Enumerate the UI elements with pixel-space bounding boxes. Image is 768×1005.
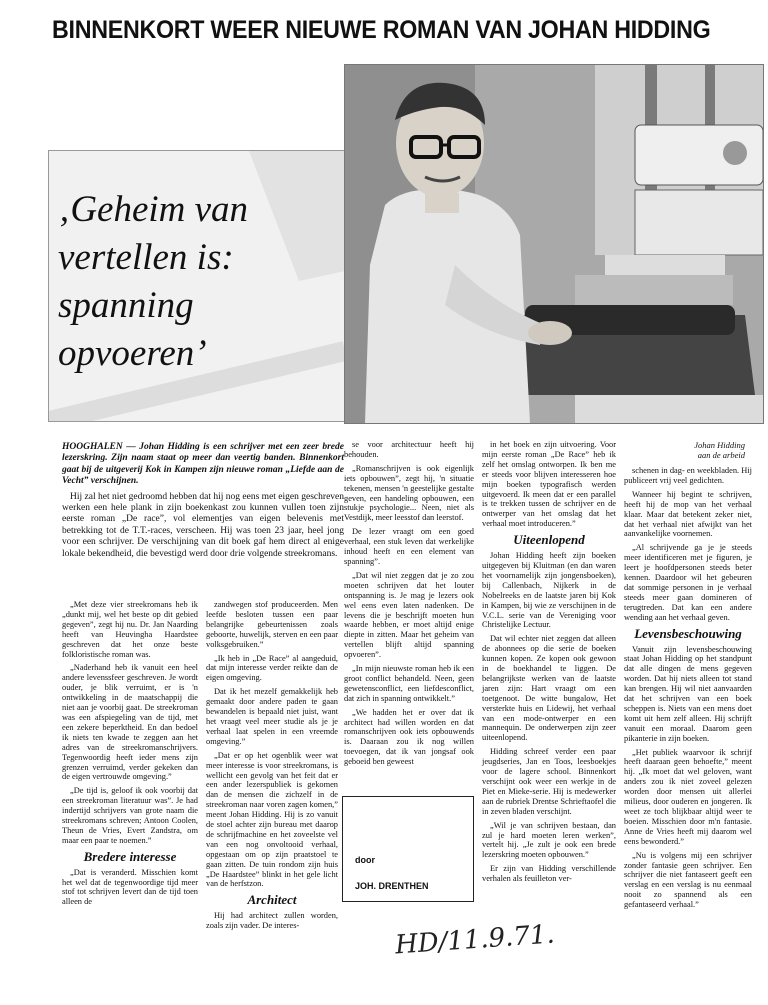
paragraph: De lezer vraagt om een goed verhaal, een stuk leven dat werkelijke inhoud heeft en een element van spanning”.: [344, 527, 474, 566]
author-photo: [344, 64, 764, 424]
paragraph: „Dat wil niet zeggen dat je zo zou moeten schrijven dat het louter ontspanning is. Je mag je lezers ook wel eens even laten nadenken. De levens die je beschrijft moeten hun waarde hebben, er moet altijd enige diepte in zitten. Maar het geheim van vertellen blijft altijd spanning opvoeren”.: [344, 570, 474, 660]
article-intro: [62, 442, 344, 564]
paragraph: Vanuit zijn levensbeschouwing staat Johan Hidding op het standpunt dat alle dingen de mens gegeven worden. Dat hij niets alleen tot stand kan brengen. Hij wil niet aanvaarden dat het schrijven van een boek scheppen is. Niets van een mens doet komt uit hem zelf alleen. Hij schrijft vanuit een moraal. Daarom geen pikanterie in zijn boeken.: [624, 644, 752, 743]
paragraph: Hidding schreef verder een paar jeugdseries, Jan en Toos, leesboekjes voor de lagere school. Binnenkort verschijnt ook weer een werkje in de Piet en Mieke-serie. Hij is medewerker aan de rubriek Drentse Schrieftaofel die in zeven bladen verschijnt.: [482, 747, 616, 816]
photo-caption: Johan Hidding aan de arbeid: [694, 440, 745, 460]
headline: BINNENKORT WEER NIEUWE ROMAN VAN JOHAN HIDDING: [52, 16, 711, 44]
subheading: Levensbeschouwing: [634, 625, 742, 641]
paragraph: Johan Hidding heeft zijn boeken uitgegeven bij Kluitman (en dan waren het voornamelijk zijn jongensboeken), bij Callenbach, Nijkerk in de Nobelreeks en de laatste jaren bij Kok in Kampen, bij wie ze verschijnen in de V.C.L. serie van de Vereniging voor Christelijke Lectuur.: [482, 551, 616, 630]
column-4: [482, 440, 616, 888]
photo-illustration: [345, 65, 763, 423]
byline-label: door: [355, 855, 375, 865]
subheading: Architect: [247, 892, 297, 908]
column-1: [62, 600, 198, 911]
paragraph: „De tijd is, geloof ik ook voorbij dat een streekroman literatuur was”. Je had indertijd schrijvers van grote naam die streekromans schreven; Antoon Coolen, Theun de Vries, Evert Zandstra, om maar een paar te noemen.”: [62, 786, 198, 845]
paragraph: Wanneer hij begint te schrijven, heeft hij de mop van het verhaal klaar. Maar dat betekent zeker niet, dat het verhaal niet afwijkt van het aanvankelijke voornemen.: [624, 489, 752, 539]
paragraph: „Romanschrijven is ook eigenlijk iets opbouwen”, zegt hij, 'n situatie tekenen, mensen 'n geestelijke gestalte geven, een handeling opbouwen, een stukje psychologie... Neen, niet als Vestdijk, meer leesstof dan leerstof.: [344, 463, 474, 523]
column-5: [624, 466, 752, 914]
paragraph: „Dat is veranderd. Misschien komt het wel dat de tegenwoordige tijd meer stof tot schrijven levert dan de tijd toen alleen de: [62, 867, 198, 907]
paragraph: schenen in dag- en weekbladen. Hij publiceert vrij veel gedichten.: [624, 466, 752, 485]
paragraph: in het boek en zijn uitvoering. Voor mijn eerste roman „De Race” heb ik zelf het omslag ontworpen. Ik ben me er steeds voor blijven interesseren hoe mijn boeken typografisch werden uitgevoerd. Ik meen dat er een parallel is te trekken tussen de schrijver en de ontwerper van het omslag dat het verhaal moet introduceren.”: [482, 440, 616, 529]
paragraph: „Ik heb in „De Race” al aangeduid, dat mijn interesse verder reikte dan de eigen omgeving.: [206, 653, 338, 683]
paragraph: Er zijn van Hidding verschillende verhalen als feuilleton ver-: [482, 864, 616, 884]
paragraph: „In mijn nieuwste roman heb ik een groot conflict behandeld. Neen, geen gewetensconflict, een liefdesconflict, dat zich in spanning ontwikkelt.”: [344, 664, 474, 703]
paragraph: „Al schrijvende ga je je steeds meer identificeren met je figuren, je leert je hoofdpersonen steeds beter kennen. Daardoor wil het gebeuren dat sommige personen in je verhaal steeds meer gaan domineren of terugtreden. Dat kan een andere wending aan het verhaal geven.: [624, 543, 752, 622]
paragraph: „Naderhand heb ik vanuit een heel andere levenssfeer geschreven. Je wordt ouder, je blik verruimt, er is 'n ontwikkeling in de maatschappij die niet aan je voorbij gaat. De streekroman was een afspiegeling van de tijd, met een zekere beperktheid. En dan bedoel ik niets ten kwade te zeggen aan het adres van de streekromanschrijvers. Tegenwoordig heeft ieder mens zijn grenzen verruimd, verder gekeken dan de eigen vertrouwde omgeving.”: [62, 663, 198, 782]
handwritten-date: HD/11.9.71.: [394, 919, 556, 961]
paragraph: se voor architectuur heeft hij behouden.: [344, 440, 474, 459]
paragraph: „Wil je van schrijven bestaan, dan zul je hard moeten leren werken”, vertelt hij. „Je zult je ook een brede lezerskring moeten opbouwen.”: [482, 820, 616, 860]
paragraph: „Met deze vier streekromans heb ik „dunkt mij, wel het beste op dit gebied gegeven”, zegt hij nu. Dr. Jan Naarding heeft van Heuvingha Haardstee geschreven dat het onze beste folkloristische roman was.: [62, 600, 198, 659]
paragraph: „Nu is volgens mij een schrijver zonder fantasie geen schrijver. Een schrijver die niet fantaseert geeft een verslag en een verslag is nu eenmaal nooit zo spannend als een gefantaseerd verhaal.”: [624, 850, 752, 910]
column-3: [344, 440, 474, 771]
paragraph: „Het publiek waarvoor ik schrijf heeft daaraan geen behoefte,” meent hij. „Ik moet dat wel geloven, want anders zou ik niet zoveel gelezen worden door mensen uit allerlei milieus, door ouderen en jongeren. Ik weet ze toch blijkbaar altijd weer te boeien. Misschien door m'n fantasie. Anne de Vries heeft mij daarom wel eens bewonderd.”: [624, 747, 752, 846]
subheading: Uiteenlopend: [513, 532, 585, 548]
intro-body: Hij zal het niet gedroomd hebben dat hij nog eens met eigen geschreven werken een hele plank in zijn boekenkast zou kunnen vullen toen zijn eerste roman „De race”, vol elementjes van eigen belevenis met betrekking tot de T.T.-races, verscheen. Hij was toen 23 jaar, heel jong voor een schrijver. De verschijning van dit boek gaf hem direct al enige lokale bekendheid, die bevestigd werd door drie volgende streekromans.: [62, 491, 344, 559]
paragraph: zandwegen stof produceerden. Men leefde besloten tussen een paar belangrijke gebeurtenissen zoals geboorte, huwelijk, sterven en een paar volksgebruiken.”: [206, 600, 338, 649]
byline-author: JOH. DRENTHEN: [355, 881, 429, 891]
paragraph: „Dat er op het ogenblik weer wat meer interesse is voor streekromans, is wellicht een gevolg van het feit dat er een ander lezerspubliek is gekomen dan de mensen die zichzelf in de streekroman naar voren zagen komen,” meent Johan Hidding. Hij is zo vanuit de stoel achter zijn bureau met daarop de schrijfmachine en het zoveelste vel van een nog onvoltooid verhaal, opgestaan om op zijn praatstoel te gaan zitten. De tuin rondom zijn huis „De Haardstee” blinkt in het gele licht van de herfstzon.: [206, 750, 338, 889]
paragraph: Dat ik het mezelf gemakkelijk heb gemaakt door andere paden te gaan bewandelen is bepaald niet juist, want het vraagt veel meer studie als je je verhaal laat spelen in een vreemde omgeving.”: [206, 687, 338, 746]
intro-lead: HOOGHALEN — Johan Hidding is een schrijver met een zeer brede lezerskring. Zijn naam staat op meer dan veertig banden. Binnenkort gaat bij de uitgeverij Kok in Kampen zijn nieuwe roman „Liefde aan de Vecht” verschijnen.: [62, 442, 344, 487]
paragraph: „We hadden het er over dat ik architect had willen worden en dat romanschrijven ook iets opbouwends is. Daaraan zou ik nog willen toevoegen, dat ik van jongsaf ook geboeid ben geweest: [344, 707, 474, 767]
paragraph: Hij had architect zullen worden, zoals zijn vader. De interes-: [206, 911, 338, 931]
byline-box: [342, 796, 474, 902]
paragraph: Dat wil echter niet zeggen dat alleen de abonnees op die serie de boeken kunnen kopen. Ze kopen ook gewoon in de boekhandel te liggen. De belangrijkste werken van de laatste jaren zijn: Hart vraagt om een toetgenoot. De witte bungalow, Het versterkte huis en Lidewij, het verhaal van een mode-ontwerper en een mannequin. De onderwerpen zijn zeer uiteenlopend.: [482, 634, 616, 743]
pull-quote: ‚Geheim van vertellen is: spanning opvoeren’: [58, 189, 249, 374]
column-2: [206, 600, 338, 935]
subheading: Bredere interesse: [83, 848, 177, 864]
